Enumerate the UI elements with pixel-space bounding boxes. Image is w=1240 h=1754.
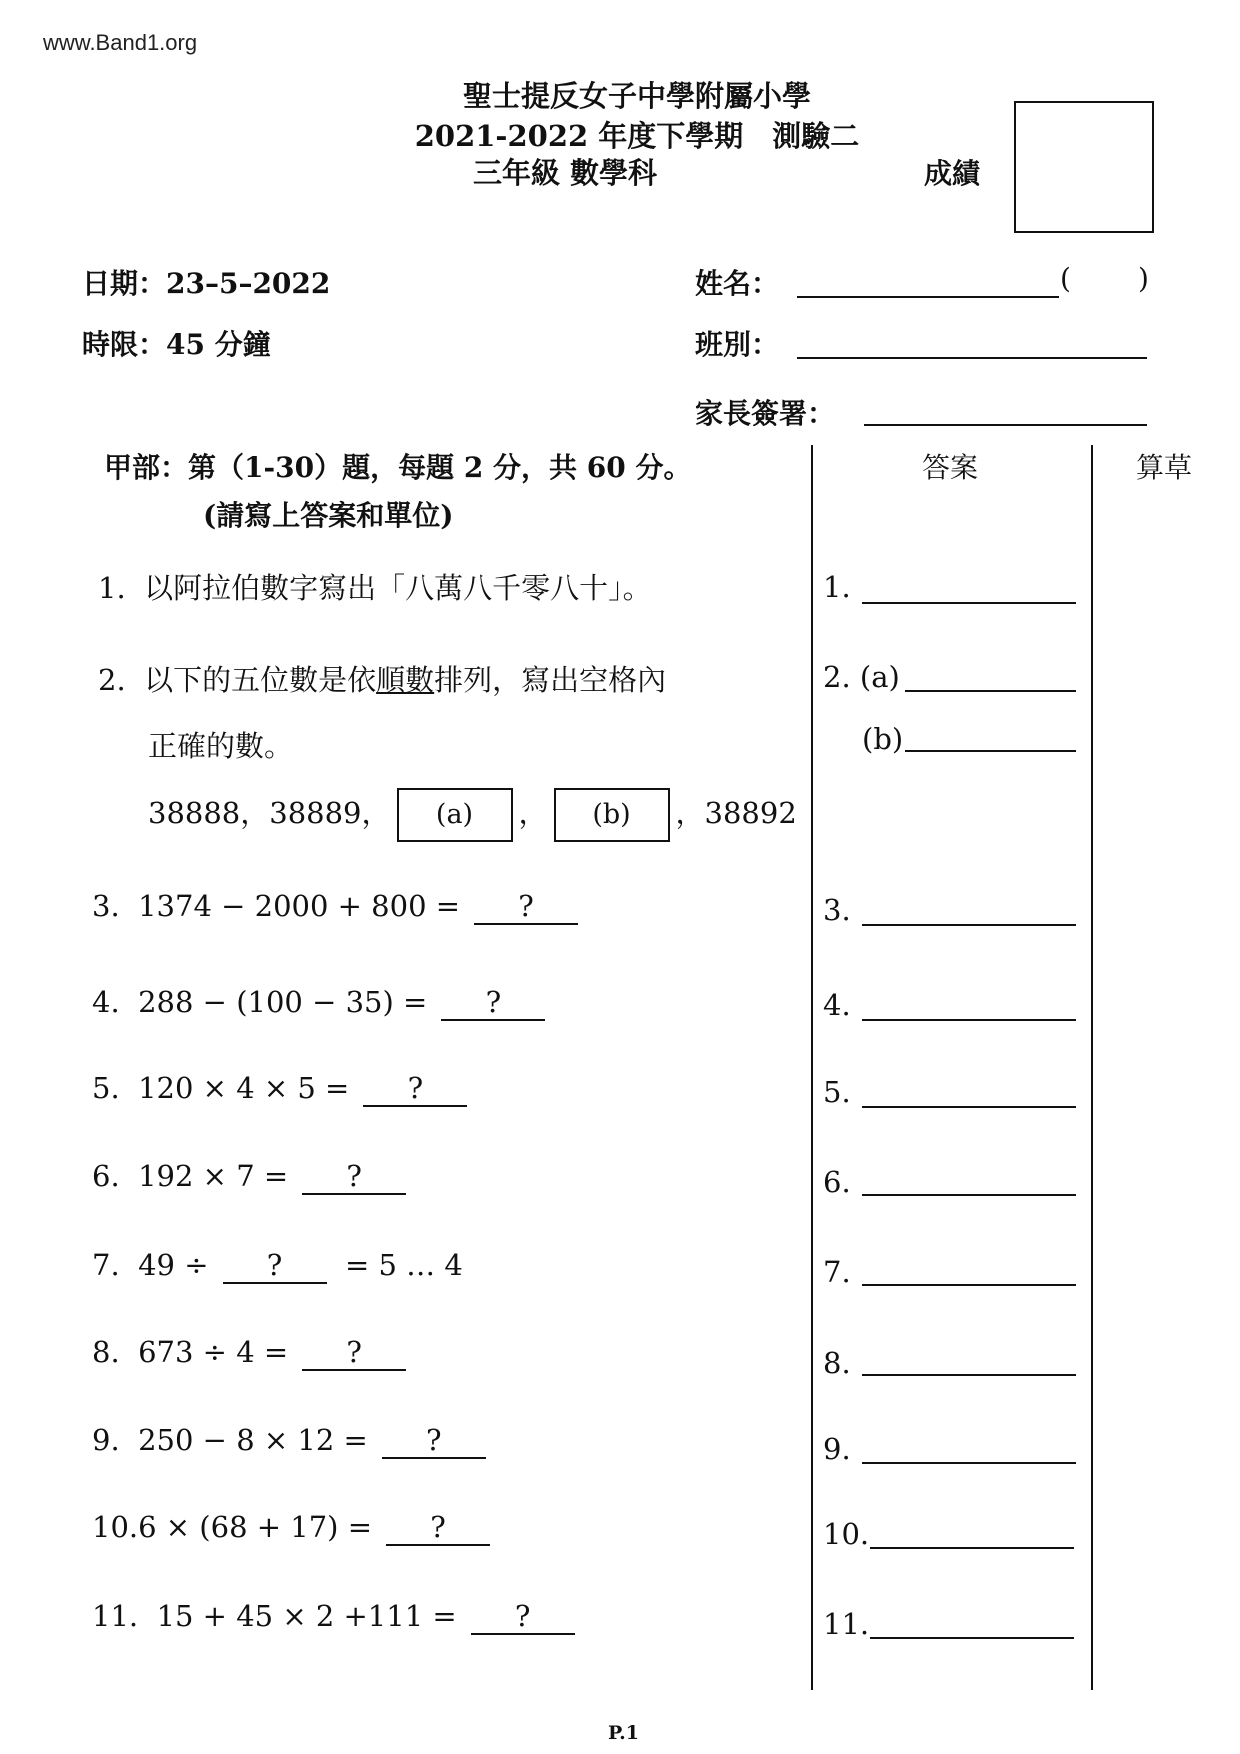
exam-subject: 三年級 數學科	[472, 156, 658, 190]
answer-field-1[interactable]	[862, 602, 1076, 604]
question-blank: ?	[363, 1071, 467, 1107]
question-blank: ?	[386, 1510, 490, 1546]
question-number: 9.	[92, 1423, 120, 1457]
answer-label-2b: (b)	[862, 722, 904, 756]
class-label: 班別：	[695, 328, 780, 361]
question-8	[92, 1335, 406, 1371]
answer-field-11[interactable]	[870, 1637, 1074, 1639]
sequence-separator: ，	[518, 796, 548, 830]
time-limit: 時限：45 分鐘	[82, 328, 271, 361]
answer-label-7: 7.	[823, 1255, 851, 1289]
question-expression: 120 × 4 × 5 =	[138, 1071, 350, 1105]
question-number: 4.	[92, 985, 120, 1019]
parent-signature-label: 家長簽署：	[695, 397, 836, 430]
question-number: 5.	[92, 1071, 120, 1105]
name-field[interactable]	[797, 296, 1059, 298]
question-number: 7.	[92, 1248, 120, 1282]
question-expression: 49 ÷	[138, 1248, 209, 1282]
question-expression-tail: = 5 … 4	[344, 1248, 463, 1282]
answer-label-11: 11.	[823, 1607, 870, 1641]
question-expression: 288 − (100 − 35) =	[138, 985, 428, 1019]
answer-field-6[interactable]	[862, 1194, 1076, 1196]
exam-date: 日期：23–5–2022	[82, 267, 331, 300]
sequence-box-a[interactable]: (a)	[397, 788, 513, 842]
answer-label-5: 5.	[823, 1075, 851, 1109]
parent-signature-field[interactable]	[864, 424, 1147, 426]
question-text-underlined: 順數	[376, 663, 435, 697]
question-expression: 1374 − 2000 + 800 =	[138, 889, 461, 923]
answer-label-4: 4.	[823, 988, 851, 1022]
question-number: 10.	[92, 1510, 139, 1544]
draft-header: 算草	[1136, 451, 1193, 484]
answer-field-9[interactable]	[862, 1462, 1076, 1464]
question-1	[98, 566, 652, 607]
question-11	[92, 1599, 575, 1635]
name-label: 姓名：	[695, 267, 780, 300]
sequence-start: 38888，38889，	[148, 796, 391, 830]
section-title: 甲部：第（1-30）題，每題 2 分，共 60 分。	[104, 451, 692, 484]
question-2-line2: 正確的數。	[148, 729, 294, 763]
question-blank: ?	[223, 1248, 327, 1284]
question-blank: ?	[441, 985, 545, 1021]
sequence-end: ，38892	[675, 796, 797, 830]
question-blank: ?	[382, 1423, 486, 1459]
answer-label-8: 8.	[823, 1346, 851, 1380]
question-number: 3.	[92, 889, 120, 923]
number-sequence	[148, 788, 797, 842]
column-divider	[1091, 445, 1093, 1690]
sequence-box-b[interactable]: (b)	[554, 788, 670, 842]
column-divider	[811, 445, 813, 1690]
class-field[interactable]	[797, 357, 1147, 359]
question-7	[92, 1248, 463, 1284]
question-number: 2.	[98, 663, 126, 697]
answer-label-6: 6.	[823, 1165, 851, 1199]
answer-field-2a[interactable]	[905, 690, 1076, 692]
answer-field-7[interactable]	[862, 1284, 1076, 1286]
question-6	[92, 1159, 406, 1195]
answer-label-3: 3.	[823, 893, 851, 927]
exam-term: 2021-2022 年度下學期 測驗二	[414, 119, 860, 153]
watermark: www.Band1.org	[43, 30, 198, 55]
question-text: 排列，寫出空格內	[434, 663, 667, 697]
question-10	[92, 1510, 490, 1546]
question-text: 以阿拉伯數字寫出「八萬八千零八十」。	[144, 571, 652, 605]
answer-field-4[interactable]	[862, 1019, 1076, 1021]
question-expression: 673 ÷ 4 =	[138, 1335, 289, 1369]
question-number: 11.	[92, 1599, 139, 1633]
page-number: P.1	[608, 1722, 639, 1744]
answer-label-1: 1.	[823, 570, 851, 604]
question-blank: ?	[302, 1159, 406, 1195]
score-label: 成績	[924, 157, 981, 190]
question-2	[98, 658, 666, 699]
answer-field-5[interactable]	[862, 1106, 1076, 1108]
question-3	[92, 889, 578, 925]
question-9	[92, 1423, 486, 1459]
question-expression: 250 − 8 × 12 =	[138, 1423, 368, 1457]
question-text: 以下的五位數是依	[144, 663, 377, 697]
question-number: 1.	[98, 571, 126, 605]
class-number-paren-open: (	[1060, 262, 1071, 295]
answer-field-2b[interactable]	[905, 750, 1076, 752]
answer-label-9: 9.	[823, 1432, 851, 1466]
question-blank: ?	[471, 1599, 575, 1635]
class-number-paren-close: )	[1138, 262, 1149, 295]
question-blank: ?	[302, 1335, 406, 1371]
answer-field-8[interactable]	[862, 1374, 1076, 1376]
question-expression: 15 + 45 × 2 +111 =	[156, 1599, 457, 1633]
answer-label-10: 10.	[823, 1517, 870, 1551]
question-blank: ?	[474, 889, 578, 925]
answer-field-10[interactable]	[870, 1547, 1074, 1549]
question-4	[92, 985, 545, 1021]
school-name: 聖士提反女子中學附屬小學	[462, 79, 811, 113]
question-expression: 192 × 7 =	[138, 1159, 289, 1193]
answer-field-3[interactable]	[862, 924, 1076, 926]
answer-header: 答案	[922, 451, 979, 484]
score-box[interactable]	[1014, 101, 1154, 233]
question-number: 6.	[92, 1159, 120, 1193]
answer-label-2a: 2. (a)	[823, 660, 900, 694]
question-5	[92, 1071, 467, 1107]
question-expression: 6 × (68 + 17) =	[138, 1510, 372, 1544]
question-number: 8.	[92, 1335, 120, 1369]
section-note: (請寫上答案和單位)	[203, 499, 454, 532]
